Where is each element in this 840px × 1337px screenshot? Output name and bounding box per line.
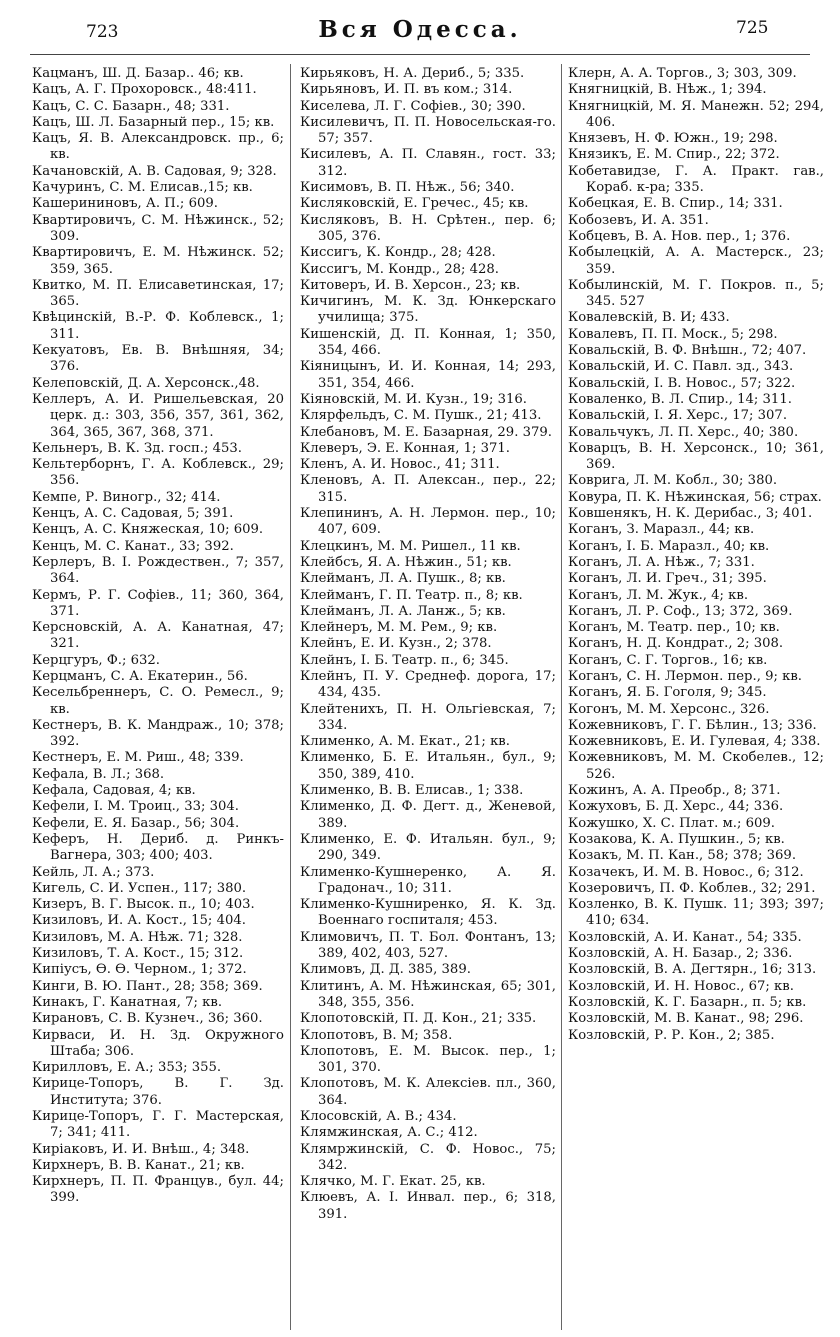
directory-entry: Клосовскій, А. В.; 434. (300, 1109, 457, 1124)
directory-entry: Кизиловъ, Т. А. Кост., 15; 312. (32, 946, 244, 962)
directory-entry: Князевъ, Н. Ф. Южн., 19; 298. (568, 131, 778, 147)
directory-entry: Кобцевъ, В. А. Нов. пер., 1; 376. (568, 228, 791, 244)
directory-entry: Клопотовъ, М. К. Алексіев. пл., 360, 364. (300, 1076, 556, 1108)
directory-entry: Кожевниковъ, Г. Г. Бѣлин., 13; 336. (568, 717, 817, 733)
directory-entry: Кленовъ, А. П. Алексан., пер., 22; 315. (300, 473, 556, 505)
directory-entry: Ковальскій, В. Ф. Внѣшн., 72; 407. (568, 343, 807, 359)
directory-entry: Кефели, Е. Я. Базар., 56; 304. (32, 815, 240, 831)
directory-entry: Когонъ, М. М. Херсонс., 326. (568, 701, 770, 717)
directory-entry: Кацманъ, Ш. Д. Базар.. 46; кв. (32, 66, 244, 81)
directory-entry: Кеферъ, Н. Дериб. д. Ринкъ-Вагнера, 303; 400; 403. (32, 831, 284, 864)
directory-entry: Кенцъ, А. С. Княжеская, 10; 609. (32, 522, 264, 538)
directory-entry: Козеровичъ, П. Ф. Коблев., 32; 291. (568, 880, 816, 896)
directory-entry: Кирваси, И. Н. Зд. Окружного Штаба; 306. (32, 1027, 284, 1059)
directory-entry: Киріаковъ, И. И. Внѣш., 4; 348. (32, 1141, 250, 1157)
directory-entry: Козакова, К. А. Пушкин., 5; кв. (568, 831, 785, 847)
directory-entry: Коганъ, С. Г. Торгов., 16; кв. (568, 652, 768, 668)
directory-entry: Клерн, А. А. Торгов., 3; 303, 309. (568, 66, 797, 81)
directory-entry: Кирьяновъ, И. П. въ ком.; 314. (300, 82, 513, 98)
directory-entry: Кизиловъ, М. А. Нѣж. 71; 328. (32, 929, 243, 945)
directory-entry: Клярфельдъ, С. М. Пушк., 21; 413. (300, 408, 542, 424)
directory-entry: Кефели, І. М. Троиц., 33; 304. (32, 799, 239, 815)
directory-entry: Ковалевскій, В. И; 433. (568, 310, 730, 326)
directory-entry: Климовичъ, П. Т. Бол. Фонтанъ, 13; 389, 402, 403, 527. (300, 929, 556, 962)
directory-entry: Келлеръ, А. И. Ришельевская, 20 церк. д.: 303, 356, 357, 361, 362, 364, 365, 367, 368, 371. (32, 391, 284, 440)
directory-entry: Квѣцинскій, В.-Р. Ф. Коблевск., 1; 311. (32, 310, 284, 342)
directory-entry: Княгницкій, В. Нѣж., 1; 394. (568, 82, 767, 98)
directory-entry: Козакъ, М. П. Кан., 58; 378; 369. (568, 848, 797, 864)
directory-entry: Кестнеръ, Е. М. Риш., 48; 339. (32, 750, 244, 766)
directory-entry: Клейбсъ, Я. А. Нѣжин., 51; кв. (300, 554, 512, 570)
directory-entry: Качуринъ, С. М. Елисав.,15; кв. (32, 180, 253, 196)
directory-entry: Кожевниковъ, М. М. Скобелев., 12; 526. (568, 750, 824, 782)
directory-entry: Кирице-Топоръ, Г. Г. Мастерская, 7; 341; 411. (32, 1109, 284, 1141)
directory-entry: Ковальскій, І. В. Новос., 57; 322. (568, 375, 796, 391)
directory-entry: Клитинъ, А. М. Нѣжинская, 65; 301, 348, 355, 356. (300, 978, 556, 1010)
directory-entry: Кобецкая, Е. В. Спир., 14; 331. (568, 196, 783, 212)
directory-entry: Кельтерборнъ, Г. А. Коблевск., 29; 356. (32, 457, 284, 489)
directory-entry: Кисляковскій, Е. Гречес., 45; кв. (300, 196, 529, 212)
directory-entry: Кіяновскій, М. И. Кузн., 19; 316. (300, 391, 527, 407)
directory-entry: Керцманъ, С. А. Екатерин., 56. (32, 668, 248, 684)
directory-entry: Кейль, Л. А.; 373. (32, 864, 155, 880)
directory-entry: Кизеръ, В. Г. Высок. п., 10; 403. (32, 897, 255, 913)
directory-entry: Кестнеръ, В. К. Мандраж., 10; 378; 392. (32, 717, 284, 750)
directory-entry: Квартировичъ, Е. М. Нѣжинск. 52; 359, 365. (32, 245, 284, 277)
directory-entry: Кермъ, Р. Г. Софіев., 11; 360, 364, 371. (32, 587, 284, 619)
directory-entry: Келеповскій, Д. А. Херсонск.,48. (32, 375, 260, 391)
directory-entry: Коварцъ, В. Н. Херсонск., 10; 361, 369. (568, 440, 824, 473)
directory-entry: Кобозевъ, И. А. 351. (568, 212, 709, 228)
directory-entry: Клеверъ, Э. Е. Конная, 1; 371. (300, 440, 510, 456)
directory-entry: Керлеръ, В. І. Рождествен., 7; 357, 364. (32, 554, 284, 587)
directory-entry: Кинакъ, Г. Канатная, 7; кв. (32, 994, 223, 1010)
page-number-right: 725 (736, 18, 769, 38)
directory-entry: Клейманъ, Л. А. Пушк., 8; кв. (300, 571, 506, 587)
directory-entry: Клейнъ, Е. И. Кузн., 2; 378. (300, 636, 492, 652)
directory-entry: Коганъ, Н. Д. Кондрат., 2; 308. (568, 636, 784, 652)
directory-entry: Кашерининовъ, А. П.; 609. (32, 196, 218, 212)
directory-entry: Кичигинъ, М. К. Зд. Юнкерскаго училища; 375. (300, 294, 556, 326)
directory-entry: Качановскій, А. В. Садовая, 9; 328. (32, 163, 277, 179)
directory-entry: Клименко, Д. Ф. Дегт. д., Женевой, 389. (300, 799, 556, 831)
directory-entry: Клименко-Кушниренко, Я. К. Зд. Военнаго госпиталя; 453. (300, 897, 556, 929)
directory-entry: Коганъ, Я. Б. Гоголя, 9; 345. (568, 685, 767, 701)
directory-entry: Клопотовскій, П. Д. Кон., 21; 335. (300, 1011, 537, 1027)
directory-entry: Ковура, П. К. Нѣжинская, 56; страх. (568, 489, 822, 505)
directory-entry: Клейнеръ, М. М. Рем., 9; кв. (300, 620, 498, 636)
directory-entry: Коваленко, В. Л. Спир., 14; 311. (568, 391, 792, 407)
directory-entry: Козачекъ, И. М. В. Новос., 6; 312. (568, 864, 804, 880)
directory-entry: Кацъ, А. Г. Прохоровск., 48:411. (32, 82, 257, 98)
directory-entry: Кесельбреннеръ, С. О. Ремесл., 9; кв. (32, 685, 284, 717)
directory-column-2 (300, 66, 556, 1223)
directory-entry: Клименко-Кушнеренко, А. Я. Градонач., 10; 311. (300, 864, 556, 896)
directory-entry: Киссигъ, М. Кондр., 28; 428. (300, 261, 499, 277)
directory-entry: Клямжинская, А. С.; 412. (300, 1125, 478, 1141)
directory-entry: Кожуховъ, Б. Д. Херс., 44; 336. (568, 799, 784, 815)
directory-entry: Кефала, Садовая, 4; кв. (32, 783, 196, 799)
column-divider (290, 64, 291, 1330)
directory-entry: Кинги, В. Ю. Пант., 28; 358; 369. (32, 978, 263, 994)
directory-entry: Кипіусъ, Ѳ. Ѳ. Черном., 1; 372. (32, 962, 247, 978)
directory-entry: Кирице-Топоръ, В. Г. Зд. Института; 376. (32, 1076, 284, 1108)
directory-entry: Клименко, Б. Е. Итальян., бул., 9; 350, 389, 410. (300, 750, 556, 782)
directory-entry: Ковалевъ, П. П. Моск., 5; 298. (568, 326, 778, 342)
directory-entry: Козловскій, М. В. Канат., 98; 296. (568, 1011, 804, 1027)
directory-entry: Кирхнеръ, В. В. Канат., 21; кв. (32, 1157, 245, 1173)
directory-entry: Ковальчукъ, Л. П. Херс., 40; 380. (568, 424, 799, 440)
directory-entry: Клепининъ, А. Н. Лермон. пер., 10; 407, 609. (300, 506, 556, 538)
directory-entry: Кисилевичъ, П. П. Новосельская-го. 57; 357. (300, 114, 556, 147)
directory-entry: Кефала, В. Л.; 368. (32, 766, 165, 782)
directory-entry: Коврига, Л. М. Кобл., 30; 380. (568, 473, 778, 489)
directory-entry: Клячко, М. Г. Екат. 25, кв. (300, 1174, 486, 1190)
directory-entry: Кацъ, С. С. Базарн., 48; 331. (32, 98, 230, 114)
directory-entry: Кенцъ, М. С. Канат., 33; 392. (32, 538, 234, 554)
directory-entry: Кобылинскій, М. Г. Покров. п., 5; 345. 527 (568, 277, 824, 310)
directory-entry: Козловскій, Р. Р. Кон., 2; 385. (568, 1027, 775, 1043)
directory-entry: Коганъ, Л. И. Греч., 31; 395. (568, 571, 767, 587)
directory-entry: Кожинъ, А. А. Преобр., 8; 371. (568, 783, 781, 799)
page-header (0, 0, 840, 48)
page-title: Вся Одесса. (318, 16, 522, 43)
directory-entry: Козловскій, И. Н. Новос., 67; кв. (568, 978, 794, 994)
directory-entry: Коганъ, З. Маразл., 44; кв. (568, 522, 755, 538)
directory-entry: Ковшенякъ, Н. К. Дерибас., 3; 401. (568, 506, 813, 522)
directory-entry: Козленко, В. К. Пушк. 11; 393; 397; 410; 634. (568, 897, 824, 929)
directory-column-1 (32, 66, 284, 1207)
directory-entry: Квитко, М. П. Елисаветинская, 17; 365. (32, 277, 284, 310)
directory-entry: Клименко, Е. Ф. Итальян. бул., 9; 290, 349. (300, 831, 556, 864)
directory-entry: Козловскій, К. Г. Базарн., п. 5; кв. (568, 994, 807, 1010)
directory-entry: Керсновскій, А. А. Канатная, 47; 321. (32, 620, 284, 652)
directory-entry: Кизиловъ, И. А. Кост., 15; 404. (32, 913, 246, 929)
directory-entry: Козловскій, А. Н. Базар., 2; 336. (568, 946, 793, 962)
directory-entry: Коганъ, Л. М. Жук., 4; кв. (568, 587, 749, 603)
header-rule (30, 54, 810, 55)
directory-entry: Клейманъ, Л. А. Ланж., 5; кв. (300, 603, 506, 619)
column-divider (561, 64, 562, 1330)
directory-entry: Клямржинскій, С. Ф. Новос., 75; 342. (300, 1141, 556, 1173)
directory-entry: Княгницкій, М. Я. Манежн. 52; 294, 406. (568, 98, 824, 130)
directory-entry: Клейманъ, Г. П. Театр. п., 8; кв. (300, 587, 523, 603)
page-number-left: 723 (86, 22, 119, 42)
directory-entry: Кленъ, А. И. Новос., 41; 311. (300, 457, 500, 473)
directory-entry: Кирилловъ, Е. А.; 353; 355. (32, 1060, 222, 1076)
directory-entry: Кобылецкій, А. А. Мастерск., 23; 359. (568, 245, 824, 277)
directory-entry: Князикъ, Е. М. Спир., 22; 372. (568, 147, 780, 163)
directory-entry: Кацъ, Ш. Л. Базарный пер., 15; кв. (32, 114, 275, 130)
directory-entry: Козловскій, А. И. Канат., 54; 335. (568, 929, 802, 945)
directory-entry: Кирановъ, С. В. Кузнеч., 36; 360. (32, 1011, 263, 1027)
directory-entry: Кожушко, Х. С. Плат. м.; 609. (568, 815, 775, 831)
directory-entry: Клецкинъ, М. М. Ришел., 11 кв. (300, 538, 521, 554)
directory-entry: Киселева, Л. Г. Софіев., 30; 390. (300, 98, 526, 114)
directory-entry: Кисилевъ, А. П. Славян., гост. 33; 312. (300, 147, 556, 179)
directory-entry: Климовъ, Д. Д. 385, 389. (300, 962, 471, 978)
directory-entry: Клименко, А. М. Екат., 21; кв. (300, 734, 510, 750)
directory-entry: Кишенскій, Д. П. Конная, 1; 350, 354, 466. (300, 326, 556, 359)
directory-entry: Кенцъ, А. С. Садовая, 5; 391. (32, 506, 234, 522)
directory-entry: Кирьяковъ, Н. А. Дериб., 5; 335. (300, 66, 525, 81)
directory-entry: Козловскій, В. А. Дегтярн., 16; 313. (568, 962, 817, 978)
directory-entry: Коганъ, Л. Р. Соф., 13; 372, 369. (568, 603, 793, 619)
directory-entry: Клебановъ, М. Е. Базарная, 29. 379. (300, 424, 552, 440)
directory-entry: Коганъ, І. Б. Маразл., 40; кв. (568, 538, 770, 554)
directory-entry: Клопотовъ, Е. М. Высок. пер., 1; 301, 370. (300, 1043, 556, 1076)
directory-entry: Кобетавидзе, Г. А. Практ. гав., Кораб. к-ра; 335. (568, 163, 824, 196)
directory-entry: Кожевниковъ, Е. И. Гулевая, 4; 338. (568, 734, 821, 750)
directory-entry: Китоверъ, И. В. Херсон., 23; кв. (300, 277, 521, 293)
directory-entry: Клименко, В. В. Елисав., 1; 338. (300, 783, 524, 799)
directory-entry: Ковальскій, І. Я. Херс., 17; 307. (568, 408, 788, 424)
directory-entry: Кигель, С. И. Успен., 117; 380. (32, 880, 247, 896)
directory-column-3 (568, 66, 824, 1044)
directory-entry: Клопотовъ, В. М; 358. (300, 1027, 453, 1043)
directory-entry: Кисимовъ, В. П. Нѣж., 56; 340. (300, 180, 515, 196)
directory-entry: Керцгуръ, Ф.; 632. (32, 652, 160, 668)
directory-entry: Ковальскій, И. С. Павл. зд., 343. (568, 359, 794, 375)
directory-entry: Кіяницынъ, И. И. Конная, 14; 293, 351, 354, 466. (300, 359, 556, 391)
directory-entry: Кельнеръ, В. К. Зд. госп.; 453. (32, 440, 242, 456)
directory-entry: Кемпе, Р. Виногр., 32; 414. (32, 489, 221, 505)
directory-entry: Кисляковъ, В. Н. Срѣтен., пер. 6; 305, 376. (300, 212, 556, 244)
directory-entry: Кирхнеръ, П. П. Францув., бул. 44; 399. (32, 1174, 284, 1206)
directory-entry: Киссигъ, К. Кондр., 28; 428. (300, 245, 496, 261)
directory-entry: Квартировичъ, С. М. Нѣжинск., 52; 309. (32, 212, 284, 244)
directory-entry: Клейнъ, І. Б. Театр. п., 6; 345. (300, 652, 509, 668)
directory-entry: Кекуатовъ, Ев. В. Внѣшняя, 34; 376. (32, 343, 284, 375)
directory-entry: Коганъ, М. Театр. пер., 10; кв. (568, 620, 780, 636)
directory-entry: Клейнъ, П. У. Среднеф. дорога, 17; 434, 435. (300, 668, 556, 701)
directory-entry: Клейтенихъ, П. Н. Ольгіевская, 7; 334. (300, 701, 556, 733)
directory-entry: Коганъ, Л. А. Нѣж., 7; 331. (568, 554, 755, 570)
directory-entry: Клюевъ, А. І. Инвал. пер., 6; 318, 391. (300, 1190, 556, 1222)
directory-entry: Коганъ, С. Н. Лермон. пер., 9; кв. (568, 668, 802, 684)
directory-entry: Кацъ, Я. В. Александровск. пр., 6; кв. (32, 131, 284, 163)
